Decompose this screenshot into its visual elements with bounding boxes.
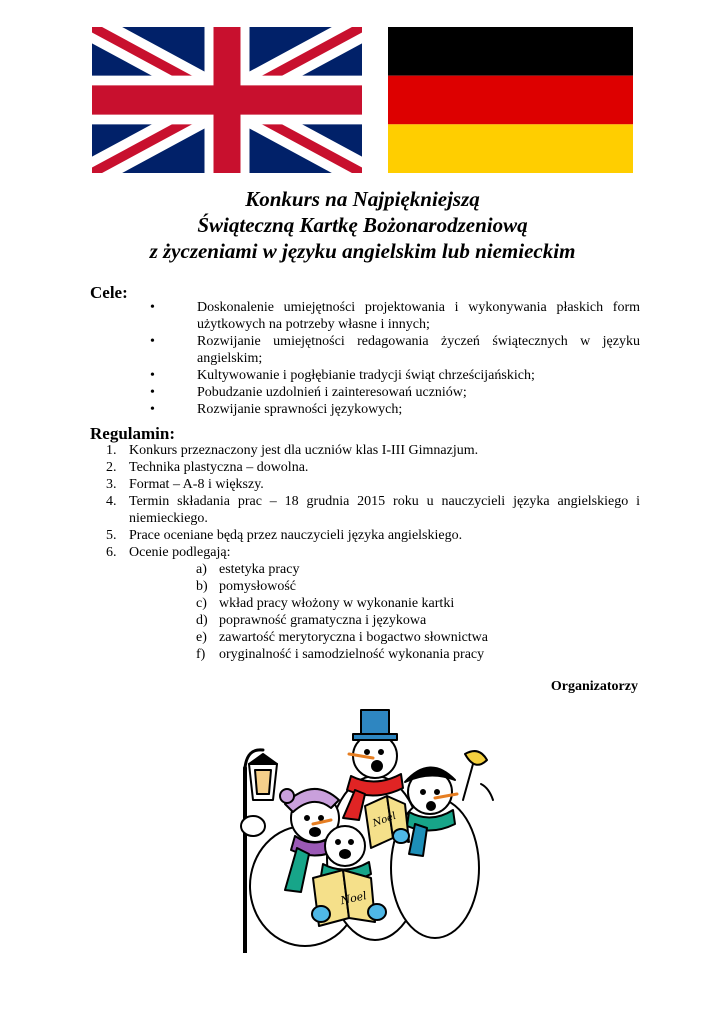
- rule-item: 3. Format – A-8 i większy.: [106, 477, 264, 492]
- snowmen-carolers-illustration-icon: [225, 708, 495, 953]
- goal-item: • Pobudzanie uzdolnień i zainteresowań uczniów;: [150, 385, 467, 400]
- document-title: [40, 186, 685, 264]
- bullet: •: [150, 385, 155, 400]
- goal-item: • Rozwijanie sprawności językowych;: [150, 402, 403, 417]
- goals-heading: Cele:: [90, 283, 128, 302]
- bullet: •: [150, 402, 155, 417]
- criteria-item: c) wkład pracy włożony w wykonanie kartki: [196, 596, 455, 611]
- criteria-item: b) pomysłowość: [196, 579, 296, 594]
- rule-item: 2. Technika plastyczna – dowolna.: [106, 460, 309, 475]
- goal-item: • Rozwijanie umiejętności redagowania życzeń świątecznych w języku angielskim;: [150, 334, 640, 366]
- title-line-3: z życzeniami w języku angielskim lub niemieckim: [149, 239, 576, 263]
- criteria-item: f) oryginalność i samodzielność wykonania pracy: [196, 647, 485, 662]
- rules-heading: Regulamin:: [90, 424, 175, 443]
- rules-list: [106, 442, 640, 663]
- goal-item: • Kultywowanie i pogłębianie tradycji świąt chrześcijańskich;: [150, 368, 535, 383]
- signature: Organizatorzy: [550, 679, 638, 694]
- book-label: Noel: [339, 889, 368, 908]
- bullet: •: [150, 300, 155, 315]
- goals-list: [150, 299, 640, 418]
- rule-item: 1. Konkurs przeznaczony jest dla uczniów klas I-III Gimnazjum.: [106, 443, 479, 458]
- criteria-item: a) estetyka pracy: [196, 562, 300, 577]
- criteria-item: d) poprawność gramatyczna i językowa: [196, 613, 427, 628]
- title-line-1: Konkurs na Najpiękniejszą: [245, 187, 480, 211]
- title-line-2: Świąteczną Kartkę Bożonarodzeniową: [197, 213, 528, 237]
- criteria-list: [129, 561, 640, 663]
- bullet: •: [150, 368, 155, 383]
- rule-item: 5. Prace oceniane będą przez nauczycieli języka angielskiego.: [106, 528, 463, 543]
- germany-flag-icon: [388, 27, 633, 173]
- goal-item: • Doskonalenie umiejętności projektowania i wykonywania płaskich form użytkowych na potrzeby własne i innych;: [150, 300, 640, 332]
- uk-flag-icon: [92, 27, 362, 173]
- rule-item: 6. Ocenie podlegają: a) estetyka pracy b) pomysłowość c) wkład pracy włożony w wykonanie kartki d) poprawność gramatyczna i językowa e) zawartość merytoryczna i bogactwo słownictwa f) oryginalność i samodzielność wykonania pracy: [106, 544, 640, 663]
- book-label: Noel: [371, 810, 398, 830]
- criteria-item: e) zawartość merytoryczna i bogactwo słownictwa: [196, 630, 489, 645]
- bullet: •: [150, 334, 155, 349]
- rule-item: 4. Termin składania prac – 18 grudnia 2015 roku u nauczycieli języka angielskiego i niemieckiego.: [106, 494, 640, 526]
